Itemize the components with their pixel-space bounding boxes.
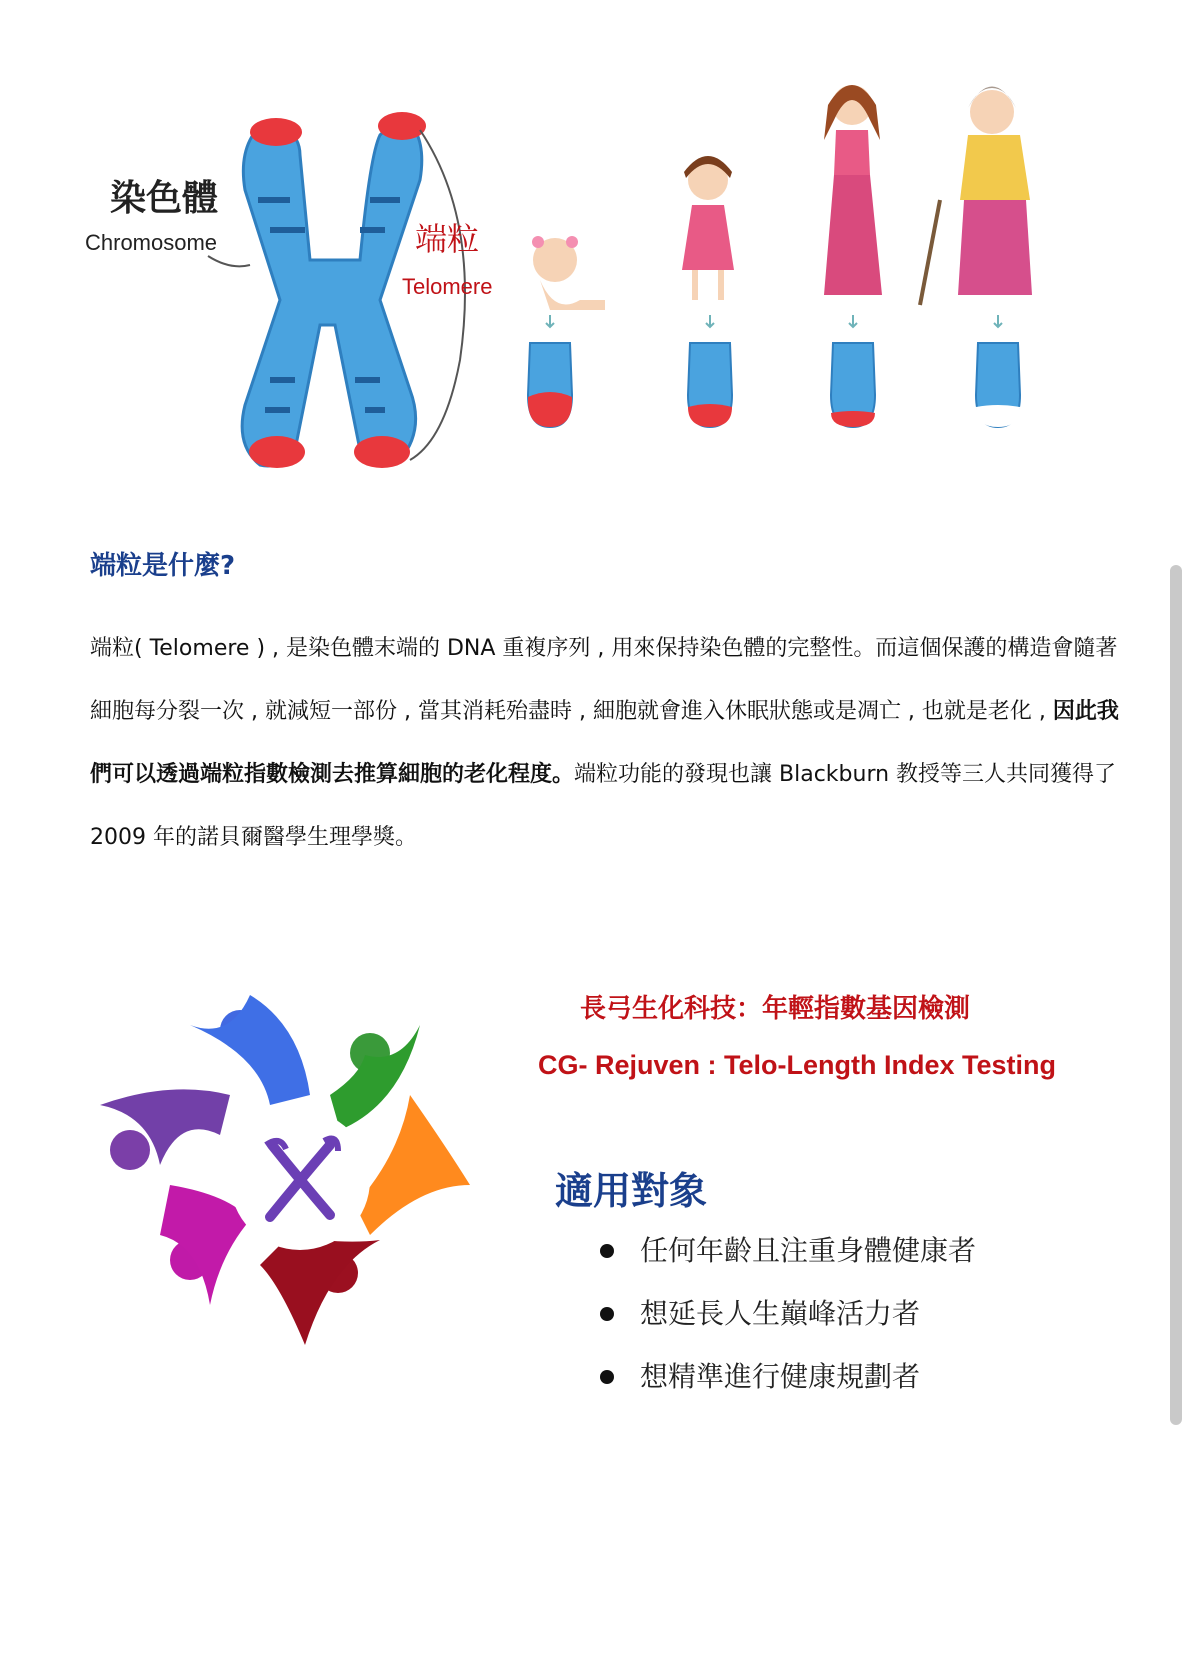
bullet-icon — [600, 1307, 614, 1321]
bullet-icon — [600, 1244, 614, 1258]
baby-figure — [532, 236, 605, 310]
para-part1: 端粒( Telomere ) , 是染色體末端的 DNA 重複序列 , 用來保持染色體的完整性。而這個保護的構造會隨著細胞每分裂一次 , 就減短一部份 , 當其消耗殆盡時 , 細胞就會進入休眠狀態或是凋亡 , 也就是老化 , — [90, 636, 1118, 724]
list-item-text: 想延長人生巔峰活力者 — [640, 1297, 921, 1330]
telomere-stages — [528, 315, 1020, 427]
chromosome-zh-label: 染色體 — [110, 178, 219, 219]
section-title: 端粒是什麼? — [90, 551, 236, 581]
list-item — [600, 1358, 976, 1421]
telomere-zh-label: 端粒 — [415, 220, 480, 258]
brand-title-zh: 長弓生化科技：年輕指數基因檢測 — [580, 994, 971, 1024]
chromosome-en-label: Chromosome — [85, 230, 218, 255]
list-item-text: 任何年齡且注重身體健康者 — [640, 1234, 977, 1267]
scrollbar[interactable] — [1170, 565, 1182, 1425]
bullet-icon — [600, 1370, 614, 1384]
girl-figure — [682, 156, 734, 300]
list-item-text: 想精準進行健康規劃者 — [640, 1360, 921, 1393]
list-item — [600, 1232, 976, 1295]
logo-chromosome-x-icon — [230, 1110, 370, 1250]
telomere-description — [90, 617, 1120, 869]
brand-title-en: CG- Rejuven : Telo-Length Index Testing — [538, 1050, 1057, 1080]
telomere-en-label: Telomere — [402, 274, 493, 299]
logo-figure-blue — [190, 995, 310, 1105]
list-item — [600, 1295, 976, 1358]
woman-figure — [824, 85, 882, 295]
para-bold: 因此我們可以透過端粒指數檢測去推算細胞的老化程度。 — [90, 699, 1119, 787]
chromosome-aging-illustration — [80, 60, 1120, 480]
target-audience-list — [600, 1232, 976, 1421]
target-audience-title: 適用對象 — [555, 1169, 708, 1213]
rejuven-logo-icon — [100, 985, 500, 1375]
elderly-woman-figure — [920, 87, 1032, 306]
para-part2: 端粒功能的發現也讓 Blackburn 教授等三人共同獲得了 2009 年的諾貝爾醫學生理學獎。 — [90, 762, 1117, 850]
